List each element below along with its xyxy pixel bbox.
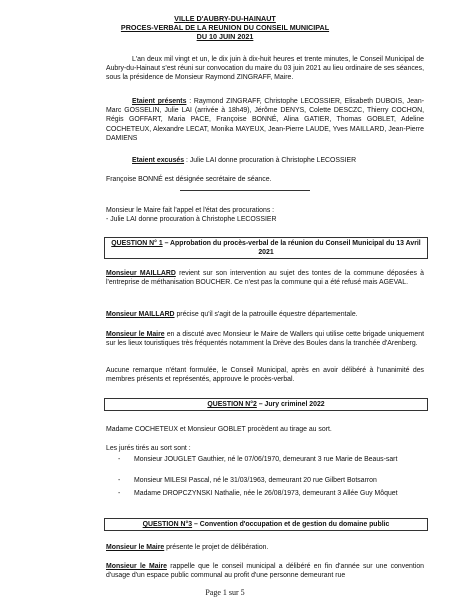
presents-label: Etaient présents — [132, 98, 187, 105]
paragraph-text: précise qu'il s'agit de la patrouille équestre départementale. — [174, 311, 358, 318]
question-2-box — [104, 398, 428, 411]
speaker-name: Monsieur le Maire — [106, 563, 167, 570]
presents-list: : Raymond ZINGRAFF, Christophe LECOSSIER, Elisabeth DUBOIS, Jean-Marc GOSSELIN, Julie LAI (arrivée à 18h49), Jérôme DENYS, Colette DESCZC, Thierry COCHON, Régis GOFFART, Maria PACE, Françoise BONNÉ, Alina GATIER, Thomas GOBLET, Adeline COCHETEUX, Alexandre LECAT, Monika MAYEUX, Jean-Pierre LAUDE, Yves MAILLARD, Jean-Pierre DAMIENS — [106, 98, 424, 142]
juror-text: Monsieur MILESI Pascal, né le 31/03/1963, demeurant 20 rue Gilbert Botsarron — [134, 477, 377, 484]
bullet-dash: - — [118, 490, 121, 497]
paragraph-text: revient sur son intervention au sujet des tontes de la commune déposées à l'entreprise de méthanisation BOUCHER. Ce n'est pas la commune qui a été refusé mais AGEVAL. — [106, 270, 424, 287]
header-town: VILLE D'AUBRY-DU-HAINAUT — [174, 14, 276, 23]
excuses-label: Etaient excusés — [132, 157, 185, 164]
juror-item — [118, 489, 424, 498]
bullet-dash: - — [118, 477, 121, 484]
question-3-label: QUESTION N°3 — [142, 521, 193, 528]
intro-paragraph: L'an deux mil vingt et un, le dix juin à dix-huit heures et trente minutes, le Conseil Municipal de Aubry-du-Hainaut s'est réuni sur convocation du maire du 03 juin 2021 au lieu ordinaire de ses séances, sous la présidence de Monsieur Raymond ZINGRAFF, Maire. — [106, 56, 424, 82]
juror-item — [118, 455, 424, 464]
juror-text: Monsieur JOUGLET Gauthier, né le 07/06/1970, demeurant 3 rue Marie de Beaus-sart — [134, 456, 398, 463]
speaker-name: Monsieur le Maire — [106, 544, 165, 551]
paragraph-text: rappelle que le conseil municipal a délibéré en fin d'année sur une convention d'usage d'un espace public communal au profit d'une personne demeurant rue — [106, 563, 424, 580]
question-1-title: – Approbation du procès-verbal de la réunion du Conseil Municipal du 13 Avril 2021 — [162, 240, 421, 257]
secretary-line: Françoise BONNÉ est désignée secrétaire de séance. — [106, 176, 272, 183]
presents-paragraph — [106, 97, 424, 143]
question-2-title: – Jury criminel 2022 — [256, 401, 325, 408]
header-title: PROCES-VERBAL DE LA REUNION DU CONSEIL MUNICIPAL — [120, 23, 330, 32]
q2-paragraph-1: Madame COCHETEUX et Monsieur GOBLET procèdent au tirage au sort. — [106, 426, 332, 433]
question-3-box — [104, 518, 428, 531]
q1-conclusion: Aucune remarque n'étant formulée, le Conseil Municipal, après en avoir délibéré à l'unanimité des membres présents et représentés, approuve le procès-verbal. — [106, 367, 424, 384]
q3-paragraph-1 — [106, 543, 424, 552]
procuration-line: - Julie LAI donne procuration à Christophe LECOSSIER — [106, 216, 277, 223]
q2-paragraph-2: Les jurés tirés au sort sont : — [106, 445, 191, 452]
page-footer: Page 1 sur 5 — [205, 588, 245, 597]
q1-paragraph-3 — [106, 330, 424, 348]
header-date: DU 10 JUIN 2021 — [196, 32, 254, 41]
juror-item — [118, 476, 424, 485]
q1-paragraph-1 — [106, 269, 424, 287]
excuses-text: : Julie LAI donne procuration à Christophe LECOSSIER — [184, 157, 357, 164]
appel-line: Monsieur le Maire fait l'appel et l'état des procurations : — [106, 207, 275, 214]
juror-text: Madame DROPCZYNSKI Nathalie, née le 26/08/1973, demeurant 3 Allée Guy Môquet — [134, 490, 398, 497]
bullet-dash: - — [118, 456, 121, 463]
speaker-name: Monsieur MAILLARD — [106, 270, 176, 277]
question-2-label: QUESTION N°2 — [207, 401, 257, 408]
question-1-box — [104, 237, 428, 259]
question-3-title: – Convention d'occupation et de gestion du domaine public — [192, 521, 390, 528]
question-1-label: QUESTION N° 1 — [111, 240, 163, 247]
paragraph-text: en a discuté avec Monsieur le Maire de Wallers qui utilise cette brigade uniquement sur les lieux touristiques très fréquentés notamment la Drève des Boules dans la tranchée d'Arenberg. — [106, 331, 424, 348]
paragraph-text: présente le projet de délibération. — [164, 544, 269, 551]
separator-line — [180, 190, 310, 191]
excuses-paragraph — [106, 156, 424, 165]
q1-paragraph-2 — [106, 310, 424, 319]
q3-paragraph-2 — [106, 562, 424, 580]
speaker-name: Monsieur le Maire — [106, 331, 165, 338]
speaker-name: Monsieur MAILLARD — [106, 311, 175, 318]
